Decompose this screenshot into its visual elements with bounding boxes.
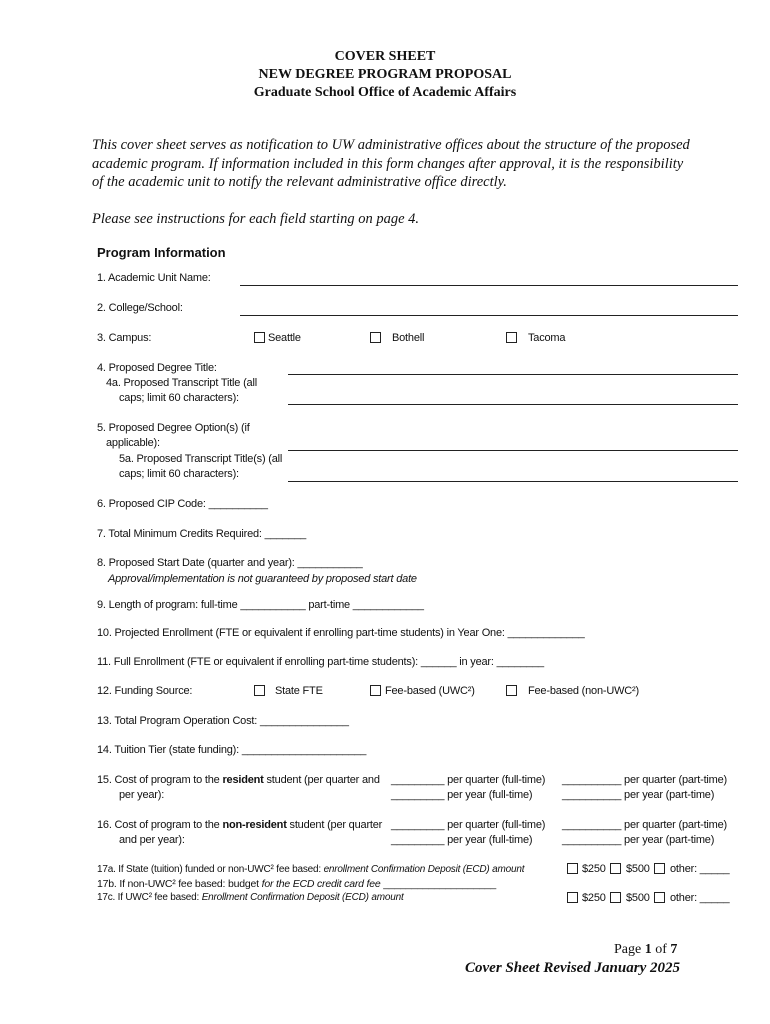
ecd-state-other-label: other: _____ — [670, 863, 730, 875]
academic-unit-label: 1. Academic Unit Name: — [97, 272, 211, 284]
campus-tacoma-checkbox[interactable] — [506, 332, 517, 343]
campus-bothell-checkbox[interactable] — [370, 332, 381, 343]
college-label: 2. College/School: — [97, 302, 183, 314]
campus-seattle-label: Seattle — [268, 332, 301, 344]
ecd-state-500-label: $500 — [626, 863, 650, 875]
operation-cost-field[interactable]: 13. Total Program Operation Cost: _______________ — [97, 715, 349, 727]
academic-unit-input[interactable] — [240, 285, 738, 286]
ecd-uwc-500-label: $500 — [626, 892, 650, 904]
page-number: Page 1 of 7 — [614, 942, 678, 957]
min-credits-field[interactable]: 7. Total Minimum Credits Required: _______ — [97, 528, 307, 540]
campus-tacoma-label: Tacoma — [528, 332, 566, 344]
cip-code-field[interactable]: 6. Proposed CIP Code: __________ — [97, 498, 268, 510]
funding-non-uwc-checkbox[interactable] — [506, 685, 517, 696]
transcript-title-label: 4a. Proposed Transcript Title (all — [106, 377, 257, 389]
section-title: Program Information — [97, 245, 226, 260]
funding-uwc-label: Fee-based (UWC²) — [385, 685, 475, 697]
degree-option-input[interactable] — [288, 450, 738, 451]
ecd-uwc-label: 17c. If UWC² fee based: Enrollment Confirmation Deposit (ECD) amount — [97, 892, 404, 903]
transcript-title-label-cont: caps; limit 60 characters): — [119, 392, 239, 404]
intro-paragraph: This cover sheet serves as notification to UW administrative offices about the structure of the proposed academic program. If information included in this form changes after approval, it is the responsibility of the academic unit to notify the relevant administrative office directly. — [92, 137, 690, 190]
ecd-uwc-other-checkbox[interactable] — [654, 892, 665, 903]
option-transcript-input[interactable] — [288, 481, 738, 482]
full-enrollment-field[interactable]: 11. Full Enrollment (FTE or equivalent if enrolling part-time students): ______ in year: ________ — [97, 656, 544, 668]
resident-cost-label-cont: per year): — [119, 789, 165, 801]
nonresident-cost-label-cont: and per year): — [119, 834, 185, 846]
revision-note: Cover Sheet Revised January 2025 — [465, 960, 680, 976]
campus-seattle-checkbox[interactable] — [254, 332, 265, 343]
campus-bothell-label: Bothell — [392, 332, 425, 344]
form-title: COVER SHEET — [334, 49, 436, 64]
start-date-note: Approval/implementation is not guaranteed by proposed start date — [108, 573, 417, 585]
nonresident-pt-quarter-field[interactable]: __________ per quarter (part-time) — [562, 819, 728, 831]
start-date-field[interactable]: 8. Proposed Start Date (quarter and year): ___________ — [97, 557, 363, 569]
office-name: Graduate School Office of Academic Affairs — [253, 85, 517, 100]
instructions-note: Please see instructions for each field starting on page 4. — [92, 211, 420, 227]
resident-pt-year-field[interactable]: __________ per year (part-time) — [562, 789, 715, 801]
option-transcript-label: 5a. Proposed Transcript Title(s) (all — [119, 453, 283, 465]
ecd-uwc-500-checkbox[interactable] — [610, 892, 621, 903]
nonresident-cost-label: 16. Cost of program to the non-resident student (per quarter — [97, 819, 383, 831]
nonresident-ft-year-field[interactable]: _________ per year (full-time) — [391, 834, 533, 846]
tuition-tier-field[interactable]: 14. Tuition Tier (state funding): _____________________ — [97, 744, 367, 756]
ecd-fee-budget-field[interactable]: 17b. If non-UWC² fee based: budget for the ECD credit card fee ____________________ — [97, 878, 497, 890]
ecd-uwc-250-checkbox[interactable] — [567, 892, 578, 903]
program-length-field[interactable]: 9. Length of program: full-time ___________ part-time ____________ — [97, 599, 424, 611]
funding-non-uwc-label: Fee-based (non-UWC²) — [528, 685, 639, 697]
funding-source-label: 12. Funding Source: — [97, 685, 193, 697]
form-subtitle: NEW DEGREE PROGRAM PROPOSAL — [258, 67, 512, 82]
degree-option-label: 5. Proposed Degree Option(s) (if — [97, 422, 250, 434]
ecd-state-250-checkbox[interactable] — [567, 863, 578, 874]
ecd-state-500-checkbox[interactable] — [610, 863, 621, 874]
resident-pt-quarter-field[interactable]: __________ per quarter (part-time) — [562, 774, 728, 786]
resident-ft-year-field[interactable]: _________ per year (full-time) — [391, 789, 533, 801]
option-transcript-label-cont: caps; limit 60 characters): — [119, 468, 239, 480]
ecd-state-label: 17a. If State (tuition) funded or non-UWC² fee based: enrollment Confirmation Deposit (ECD) amount — [97, 864, 525, 875]
ecd-state-250-label: $250 — [582, 863, 606, 875]
resident-ft-quarter-field[interactable]: _________ per quarter (full-time) — [391, 774, 546, 786]
transcript-title-input[interactable] — [288, 404, 738, 405]
funding-uwc-checkbox[interactable] — [370, 685, 381, 696]
degree-title-input[interactable] — [288, 374, 738, 375]
projected-enrollment-field[interactable]: 10. Projected Enrollment (FTE or equivalent if enrolling part-time students) in Year One: _____________ — [97, 627, 585, 639]
ecd-uwc-other-label: other: _____ — [670, 892, 730, 904]
ecd-uwc-250-label: $250 — [582, 892, 606, 904]
college-input[interactable] — [240, 315, 738, 316]
degree-option-label-cont: applicable): — [106, 437, 160, 449]
degree-title-label: 4. Proposed Degree Title: — [97, 362, 217, 374]
campus-label: 3. Campus: — [97, 332, 152, 344]
nonresident-pt-year-field[interactable]: __________ per year (part-time) — [562, 834, 715, 846]
funding-state-checkbox[interactable] — [254, 685, 265, 696]
ecd-state-other-checkbox[interactable] — [654, 863, 665, 874]
funding-state-label: State FTE — [275, 685, 323, 697]
resident-cost-label: 15. Cost of program to the resident student (per quarter and — [97, 774, 380, 786]
nonresident-ft-quarter-field[interactable]: _________ per quarter (full-time) — [391, 819, 546, 831]
